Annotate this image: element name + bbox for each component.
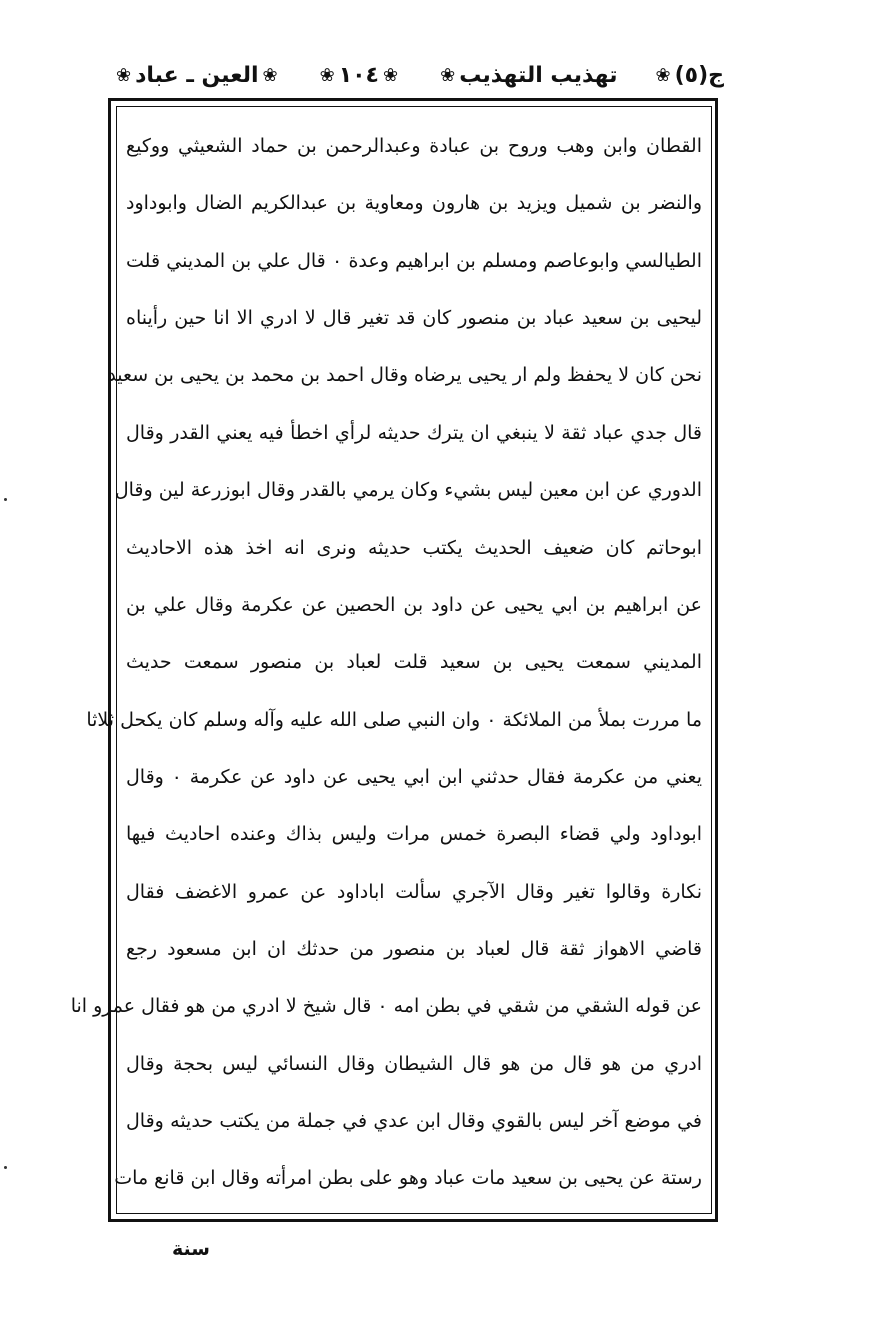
text-line: المديني سمعت يحيى بن سعيد قلت لعباد بن منصور سمعت حديث: [126, 651, 702, 674]
scan-speck: [4, 498, 7, 501]
section-title: [112, 63, 282, 88]
page-number: [316, 63, 402, 88]
ornament-icon: ❀: [116, 64, 132, 86]
page-number-text: ١٠٤: [338, 62, 379, 88]
text-line: الدوري عن ابن معين ليس بشيء وكان يرمي بالقدر وقال ابوزرعة لين وقال: [114, 479, 702, 502]
ornament-icon: ❀: [440, 64, 456, 86]
text-line: الطيالسي وابوعاصم ومسلم بن ابراهيم وعدة ٠ قال علي بن المديني قلت: [126, 249, 702, 272]
text-line: والنضر بن شميل ويزيد بن هارون ومعاوية بن عبدالكريم الضال وابوداود: [126, 192, 702, 215]
ornament-icon: ❀: [319, 64, 335, 86]
text-line: القطان وابن وهب وروح بن عبادة وعبدالرحمن بن حماد الشعيثي ووكيع: [126, 135, 702, 157]
catchword: سنة: [172, 1238, 210, 1260]
section-title-text: العين ـ عباد: [135, 62, 259, 88]
text-line: ابوداود ولي قضاء البصرة خمس مرات وليس بذاك وعنده احاديث فيها: [126, 823, 702, 846]
book-title: [436, 63, 617, 88]
book-title-text: تهذيب التهذيب: [459, 62, 618, 88]
text-line: ادري من هو قال من هو قال الشيطان وقال النسائي ليس بحجة وقال: [126, 1052, 702, 1075]
text-line: ليحيى بن سعيد عباد بن منصور كان قد تغير قال لا ادري الا انا حين رأيناه: [126, 307, 702, 330]
body-text: [70, 118, 702, 1208]
scan-speck: [4, 1166, 7, 1169]
volume-number: [651, 63, 724, 88]
text-line: نكارة وقالوا تغير وقال الآجري سألت اباداود عن عمرو الاغضف فقال: [126, 880, 702, 903]
ornament-icon: ❀: [655, 64, 671, 86]
ornament-icon: ❀: [262, 64, 278, 86]
text-line: في موضع آخر ليس بالقوي وقال ابن عدي في جملة من يكتب حديثه وقال: [126, 1110, 702, 1133]
volume-label: ج(٥): [674, 62, 724, 88]
text-line: ما مررت بملأ من الملائكة ٠ وان النبي صلى الله عليه وآله وسلم كان يكحل ثلاثا: [86, 708, 702, 731]
text-line: قاضي الاهواز ثقة قال لعباد بن منصور من حدثك ان ابن مسعود رجع: [126, 938, 702, 961]
text-line: نحن كان لا يحفظ ولم ار يحيى يرضاه وقال احمد بن محمد بن يحيى بن سعيد: [107, 364, 702, 387]
text-line: قال جدي عباد ثقة لا ينبغي ان يترك حديثه لرأي اخطأ فيه يعني القدر وقال: [126, 421, 702, 444]
text-line: عن ابراهيم بن ابي يحيى عن داود بن الحصين عن عكرمة وقال علي بن: [126, 593, 702, 616]
text-line: رستة عن يحيى بن سعيد مات عباد وهو على بطن امرأته وقال ابن قانع مات: [114, 1167, 702, 1190]
ornament-icon: ❀: [383, 64, 399, 86]
text-line: عن قوله الشقي من شقي في بطن امه ٠ قال شيخ لا ادري من هو فقال عمرو انا: [70, 995, 702, 1018]
text-line: يعني من عكرمة فقال حدثني ابن ابي يحيى عن داود عن عكرمة ٠ وقال: [126, 765, 702, 788]
text-line: ابوحاتم كان ضعيف الحديث يكتب حديثه ونرى انه اخذ هذه الاحاديث: [126, 536, 702, 559]
page-header: [112, 55, 724, 95]
